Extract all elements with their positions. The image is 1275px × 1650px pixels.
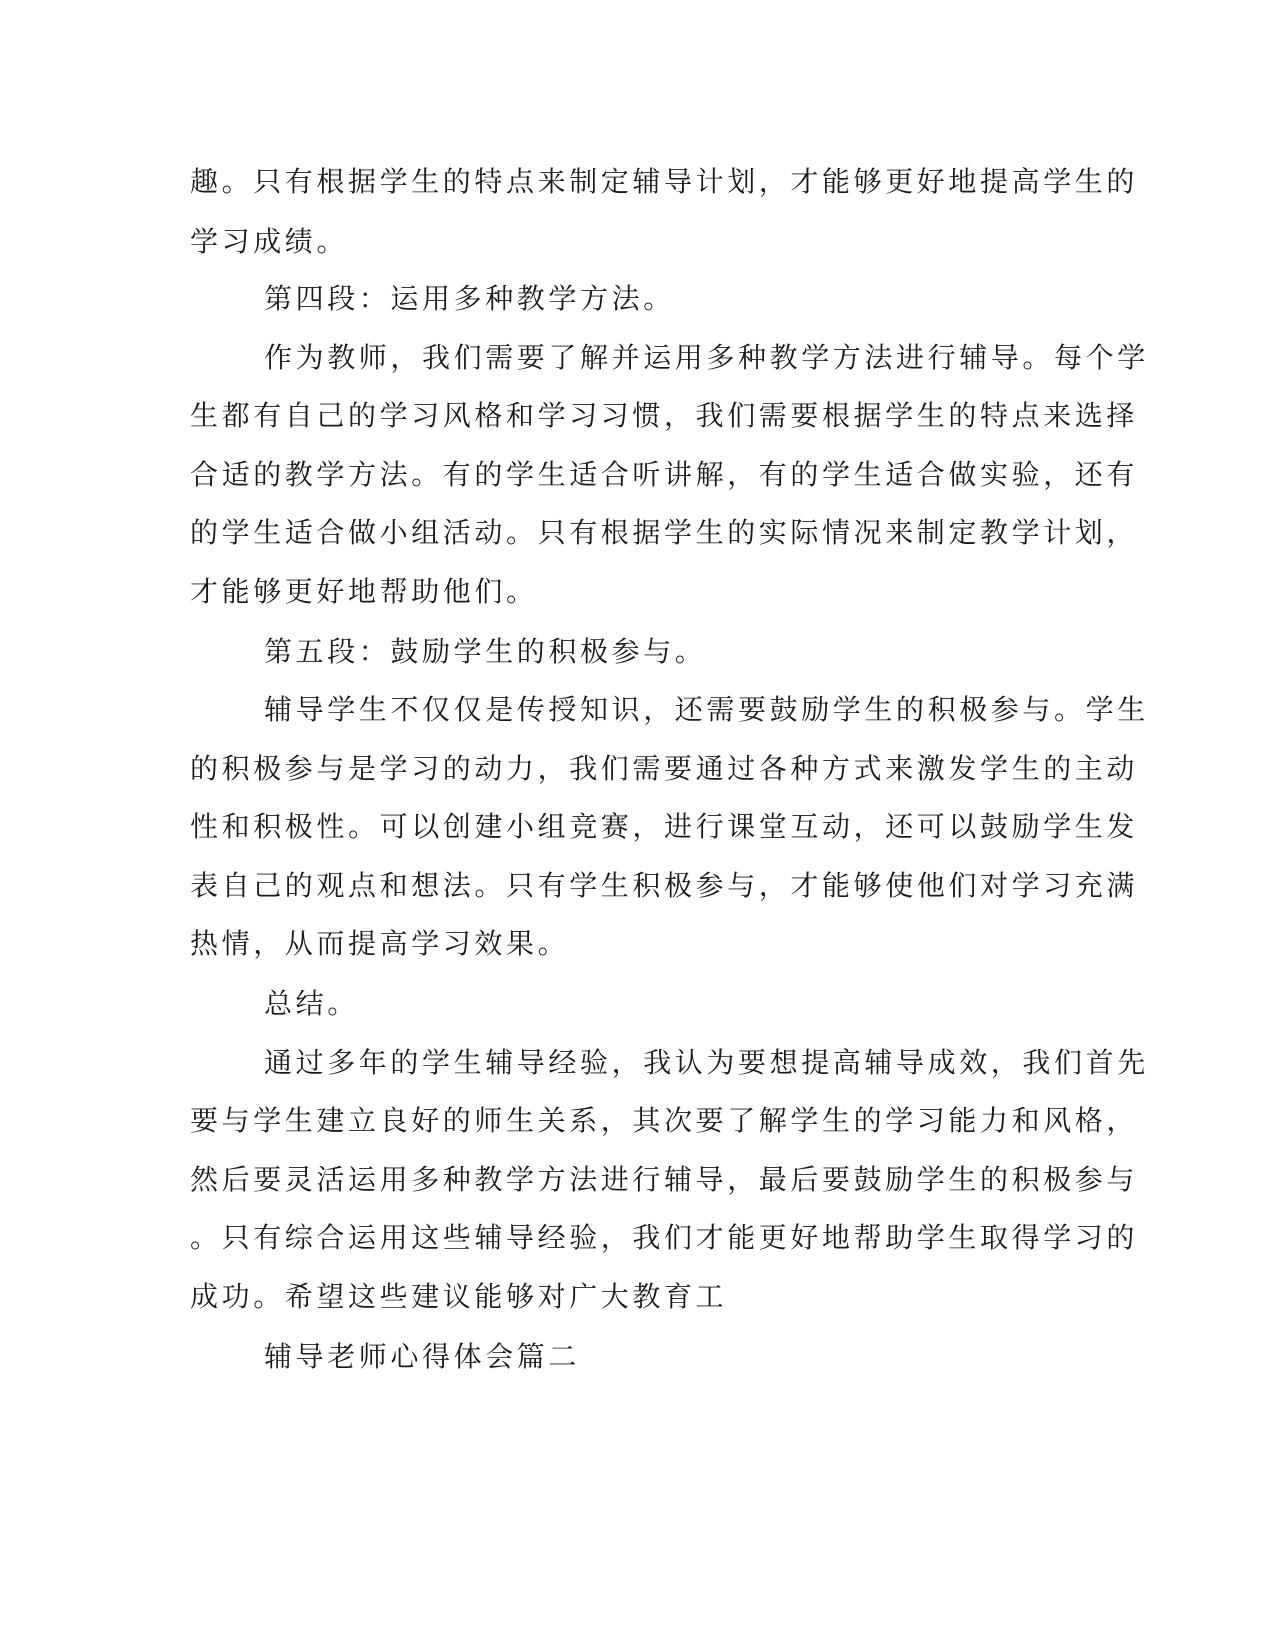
text-line: 然后要灵活运用多种教学方法进行辅导，最后要鼓励学生的积极参与 xyxy=(190,1163,1139,1196)
section-heading: 第四段：运用多种教学方法。 xyxy=(264,282,675,315)
text-line: 要与学生建立良好的师生关系，其次要了解学生的学习能力和风格， xyxy=(190,1104,1139,1137)
section-heading: 辅导老师心得体会篇二 xyxy=(264,1340,581,1373)
text-line: 生都有自己的学习风格和学习习惯，我们需要根据学生的特点来选择 xyxy=(190,399,1139,432)
text-line: 才能够更好地帮助他们。 xyxy=(190,575,538,608)
text-line: 。只有综合运用这些辅导经验，我们才能更好地帮助学生取得学习的 xyxy=(190,1221,1139,1254)
text-line: 通过多年的学生辅导经验，我认为要想提高辅导成效，我们首先 xyxy=(264,1046,1149,1079)
text-line: 的积极参与是学习的动力，我们需要通过各种方式来激发学生的主动 xyxy=(190,752,1139,785)
text-line: 合适的教学方法。有的学生适合听讲解，有的学生适合做实验，还有 xyxy=(190,458,1139,491)
text-line: 表自己的观点和想法。只有学生积极参与，才能够使他们对学习充满 xyxy=(190,869,1139,902)
text-line: 成功。希望这些建议能够对广大教育工 xyxy=(190,1280,728,1313)
text-line: 学习成绩。 xyxy=(190,225,349,258)
text-line: 热情，从而提高学习效果。 xyxy=(190,927,570,960)
section-heading: 总结。 xyxy=(264,987,359,1020)
text-line: 的学生适合做小组活动。只有根据学生的实际情况来制定教学计划， xyxy=(190,516,1139,549)
section-heading: 第五段：鼓励学生的积极参与。 xyxy=(264,635,707,668)
text-line: 趣。只有根据学生的特点来制定辅导计划，才能够更好地提高学生的 xyxy=(190,165,1139,198)
text-line: 性和积极性。可以创建小组竞赛，进行课堂互动，还可以鼓励学生发 xyxy=(190,810,1139,843)
text-line: 作为教师，我们需要了解并运用多种教学方法进行辅导。每个学 xyxy=(264,341,1149,374)
text-line: 辅导学生不仅仅是传授知识，还需要鼓励学生的积极参与。学生 xyxy=(264,693,1149,726)
